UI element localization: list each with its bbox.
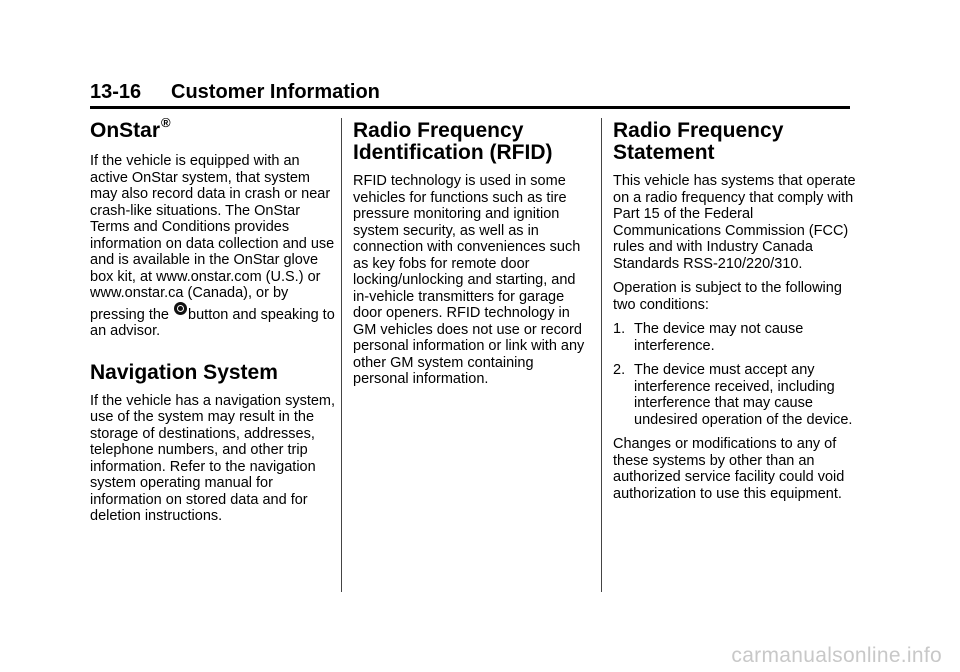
onstar-body bbox=[90, 153, 338, 340]
radio-statement-intro: This vehicle has systems that operate on a radio frequency that comply with Part 15 of the Federal Communications Commission (FCC) rules and with Industry Canada Standards RSS-210/220/310. bbox=[613, 173, 856, 272]
page-number: 13-16 bbox=[90, 81, 142, 103]
onstar-button-icon bbox=[174, 302, 187, 315]
section-title: Customer Information bbox=[171, 81, 380, 103]
radio-statement-closing: Changes or modifications to any of these systems by other than an authorized service facility could void authorization to use this equipment. bbox=[613, 436, 845, 502]
watermark: carmanualsonline.info bbox=[731, 644, 942, 667]
list-item bbox=[613, 362, 863, 428]
conditions-list bbox=[613, 321, 863, 428]
page-header bbox=[90, 80, 850, 109]
column-middle bbox=[353, 120, 593, 396]
onstar-heading-text: OnStar bbox=[90, 119, 161, 142]
onstar-body-text: If the vehicle is equipped with an active OnStar system, that system may also record data in crash or near crash-like situations. The OnStar Terms and Conditions provides information on data collection and use and is available in the OnStar glove box kit, at www.onstar.com (U.S.) or www.onstar.ca (Canada), or by pressing the bbox=[90, 153, 335, 323]
radio-statement-heading: Radio Frequency Statement bbox=[613, 119, 784, 164]
onstar-heading bbox=[90, 115, 338, 144]
column-right bbox=[613, 120, 863, 510]
list-item bbox=[613, 321, 863, 354]
rfid-heading: Radio Frequency Identification (RFID) bbox=[353, 119, 553, 164]
column-divider-left bbox=[341, 118, 342, 592]
column-divider-right bbox=[601, 118, 602, 592]
column-left bbox=[90, 115, 338, 533]
navigation-body: If the vehicle has a navigation system, use of the system may result in the storage of destinations, addresses, telephone numbers, and other trip information. Refer to the navigation system operating manual for information on stored data and for deletion instructions. bbox=[90, 392, 336, 524]
conditions-intro: Operation is subject to the following two conditions: bbox=[613, 280, 842, 313]
list-item-text: The device must accept any interference received, including interference that may cause undesired operation of the device. bbox=[634, 362, 853, 428]
registered-mark: ® bbox=[161, 115, 171, 130]
list-marker: 2. bbox=[613, 362, 626, 378]
onstar-body-end: button and speaking to an advisor. bbox=[90, 306, 335, 339]
list-marker: 1. bbox=[613, 321, 626, 337]
navigation-heading: Navigation System bbox=[90, 360, 278, 384]
rfid-body: RFID technology is used in some vehicles for functions such as tire pressure monitoring and ignition system security, as well as in connection with conveniences such as key fobs for remote door locking/unlocking and starting, and in-vehicle transmitters for garage door openers. RFID technology in GM vehicles does not use or record personal information or link with any other GM system containing personal information. bbox=[353, 173, 585, 387]
list-item-text: The device may not cause interference. bbox=[634, 321, 804, 354]
